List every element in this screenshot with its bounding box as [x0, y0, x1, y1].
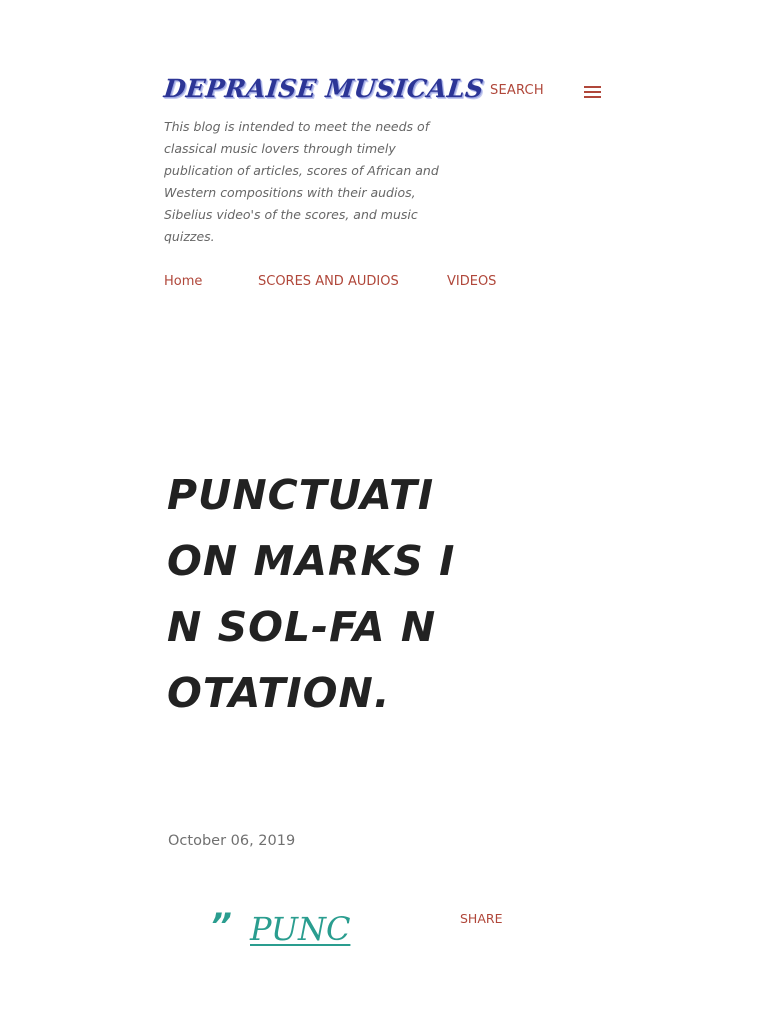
hamburger-menu-icon[interactable]: [584, 84, 602, 98]
post-date: October 06, 2019: [168, 833, 296, 849]
share-button[interactable]: SHARE: [460, 911, 503, 926]
nav-item-videos[interactable]: VIDEOS: [447, 274, 497, 289]
nav-item-home[interactable]: Home: [164, 274, 203, 289]
post-excerpt-link[interactable]: PUNC: [250, 910, 351, 948]
blog-title-logo[interactable]: DEPRAISE MUSICALS: [162, 74, 486, 103]
post-title: PUNCTUATION MARKS IN SOL-FA NOTATION.: [167, 471, 456, 717]
search-button[interactable]: SEARCH: [490, 83, 544, 98]
quote-mark-icon: ”: [210, 906, 232, 946]
blog-description: This blog is intended to meet the needs of classical music lovers through timely publication of articles, scores of African and Western compositions with their audios, Sibelius video's of the scores, and music quizzes.: [164, 119, 439, 244]
nav-item-scores-and-audios[interactable]: SCORES AND AUDIOS: [258, 274, 399, 289]
